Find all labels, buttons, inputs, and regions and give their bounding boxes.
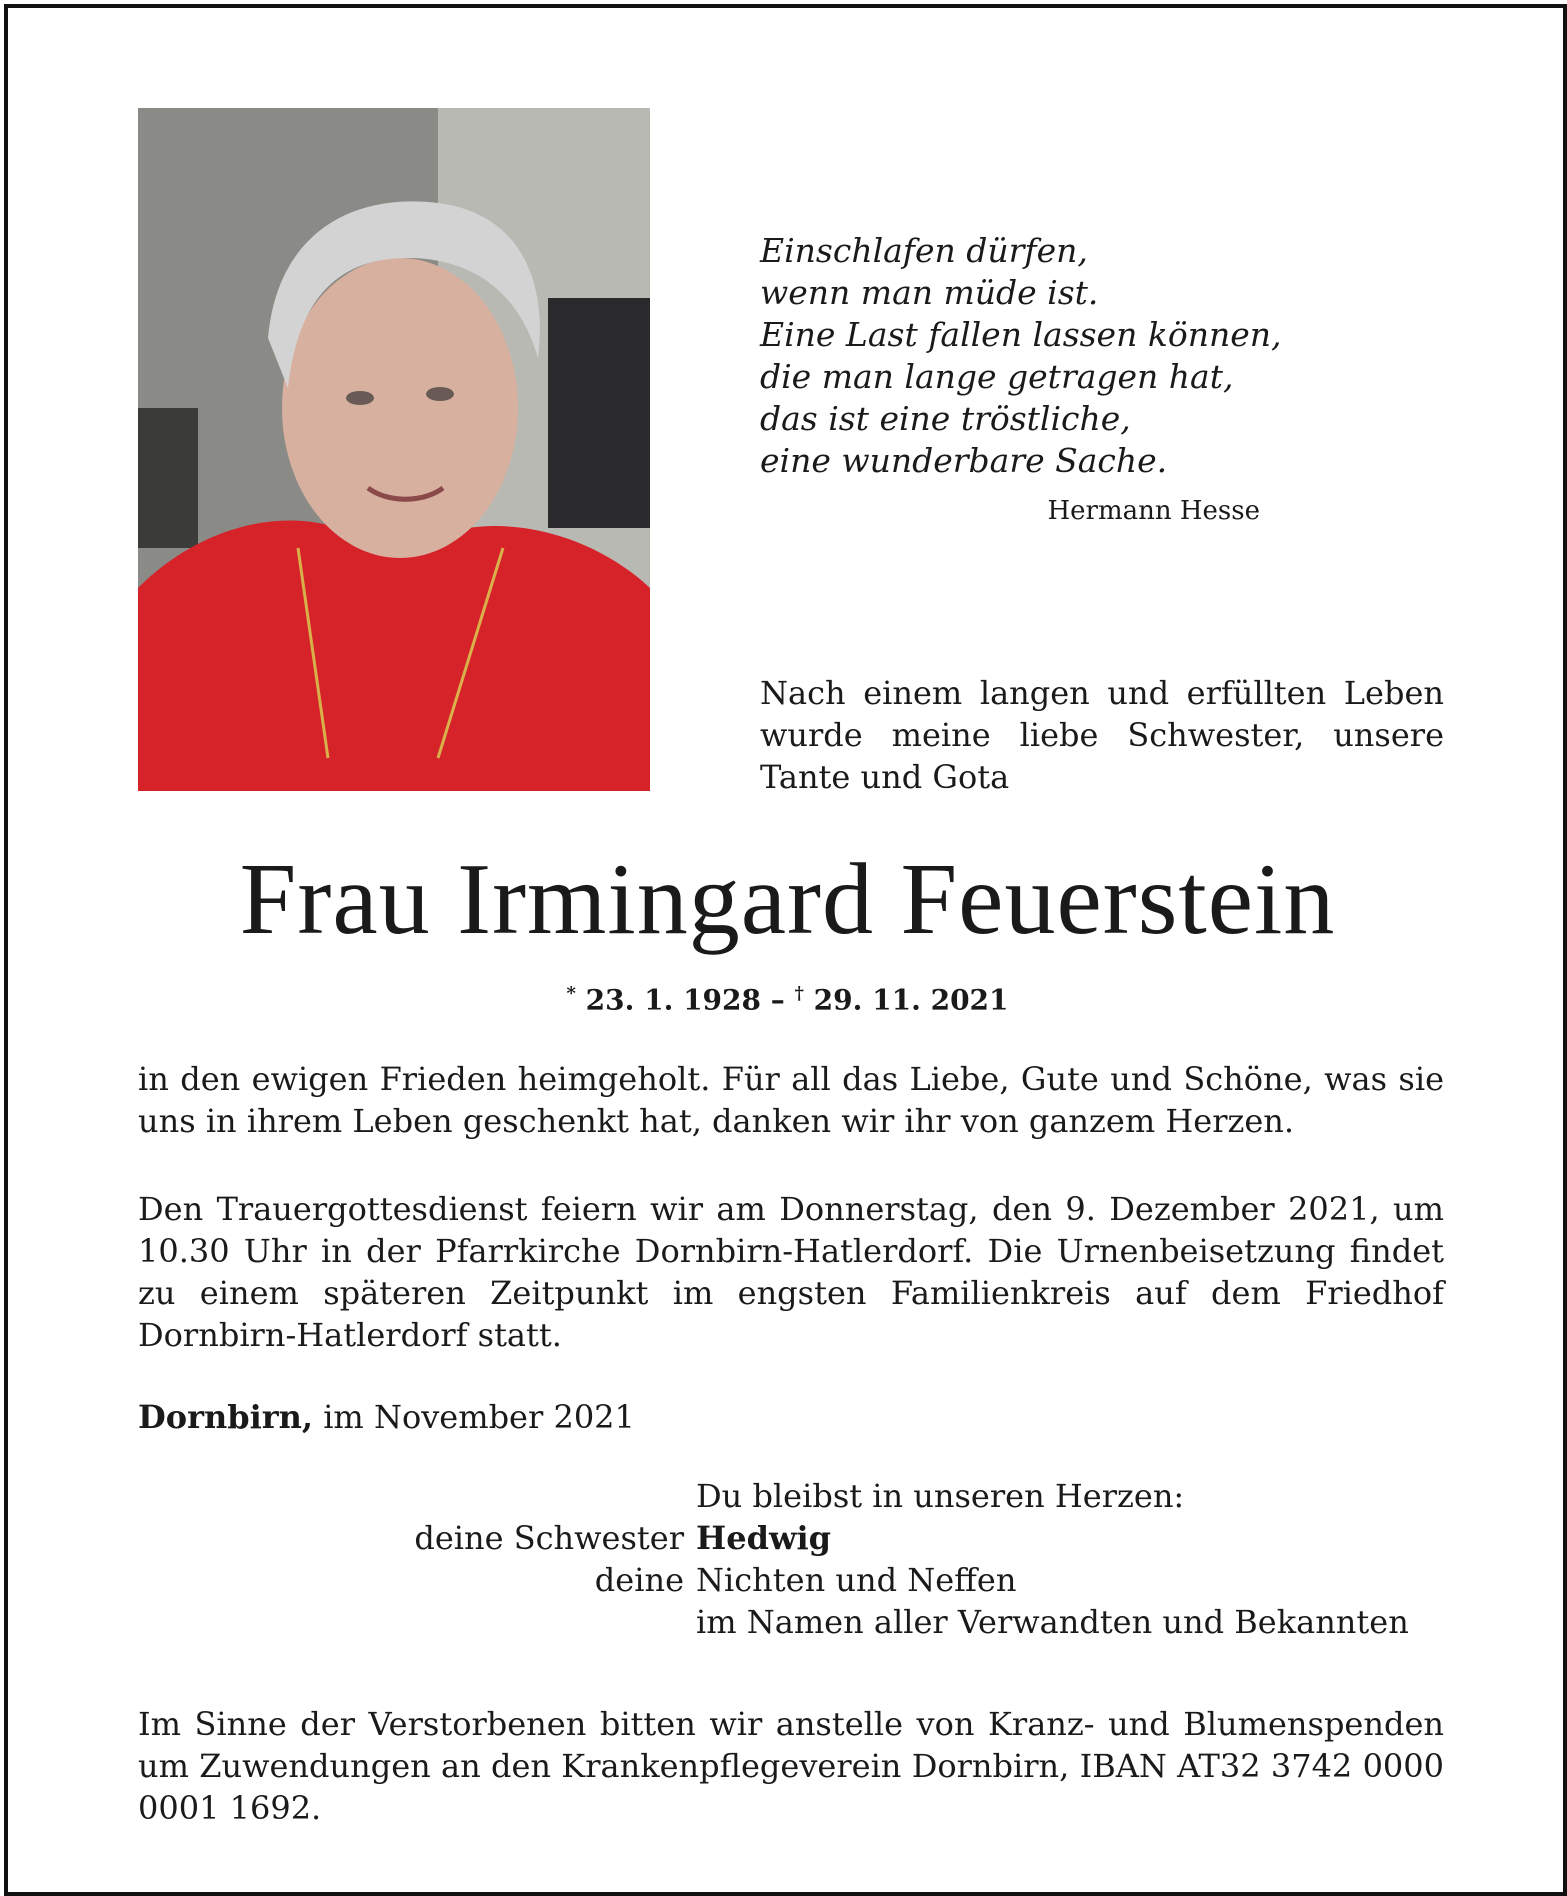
intro-text: Nach einem langen und erfüllten Leben wurde meine liebe Schwester, unsere Tante und Gota [760,674,1444,796]
mourner-row [138,1517,1444,1559]
obituary-frame [4,4,1567,1896]
mourner-name: Nichten und Neffen [696,1561,1017,1599]
mourner-row [138,1601,1444,1643]
mourner-relation: deine [594,1561,684,1599]
birth-symbol: * [566,983,576,1004]
death-symbol: † [794,983,804,1004]
poem-line: Einschlafen dürfen, [760,231,1088,270]
mourner-row [138,1559,1444,1601]
date-separator: – [770,983,785,1017]
thanks-paragraph: in den ewigen Frieden heimgeholt. Für all das Liebe, Gute und Schöne, was sie uns in ihrem Leben geschenkt hat, danken wir ihr von ganzem Herzen. [138,1060,1444,1140]
poem-quote [760,230,1280,532]
mourners-heading: Du bleibst in unseren Herzen: [696,1477,1185,1515]
place-date-line [138,1396,635,1438]
portrait-photo [138,108,650,791]
poem-line: Eine Last fallen lassen können, [760,315,1282,354]
poem-line: eine wunderbare Sache. [760,441,1168,480]
poem-author: Hermann Hesse [1047,496,1260,526]
place-date: im November 2021 [323,1398,635,1436]
portrait-image [138,108,650,791]
poem-line: wenn man müde ist. [760,273,1099,312]
birth-date: 23. 1. 1928 [585,983,761,1017]
donation-paragraph: Im Sinne der Verstorbenen bitten wir anstelle von Kranz- und Blumenspenden um Zuwendungen an den Krankenpflegeverein Dornbirn, IBAN AT32 3742 0000 0001 1692. [138,1705,1444,1827]
place-city: Dornbirn, [138,1398,314,1436]
mourners-block [138,1475,1444,1643]
service-paragraph: Den Trauergottesdienst feiern wir am Donnerstag, den 9. Dezember 2021, um 10.30 Uhr in der Pfarrkirche Dornbirn-Hatlerdorf. Die Urnenbeisetzung findet zu einem späteren Zeitpunkt im engsten Familienkreis auf dem Friedhof Dornbirn-Hatlerdorf statt. [138,1190,1444,1354]
mourner-name: im Namen aller Verwandten und Bekannten [696,1603,1409,1641]
deceased-name: Frau Irmingard Feuerstein [239,843,1336,956]
poem-line: das ist eine tröstliche, [760,399,1131,438]
life-dates [8,976,1567,1018]
death-date: 29. 11. 2021 [813,983,1009,1017]
mourner-relation: deine Schwester [414,1519,684,1557]
mourners-heading-row [138,1475,1444,1517]
mourner-name: Hedwig [696,1519,832,1557]
poem-line: die man lange getragen hat, [760,357,1234,396]
mourner-relation [138,1601,696,1643]
